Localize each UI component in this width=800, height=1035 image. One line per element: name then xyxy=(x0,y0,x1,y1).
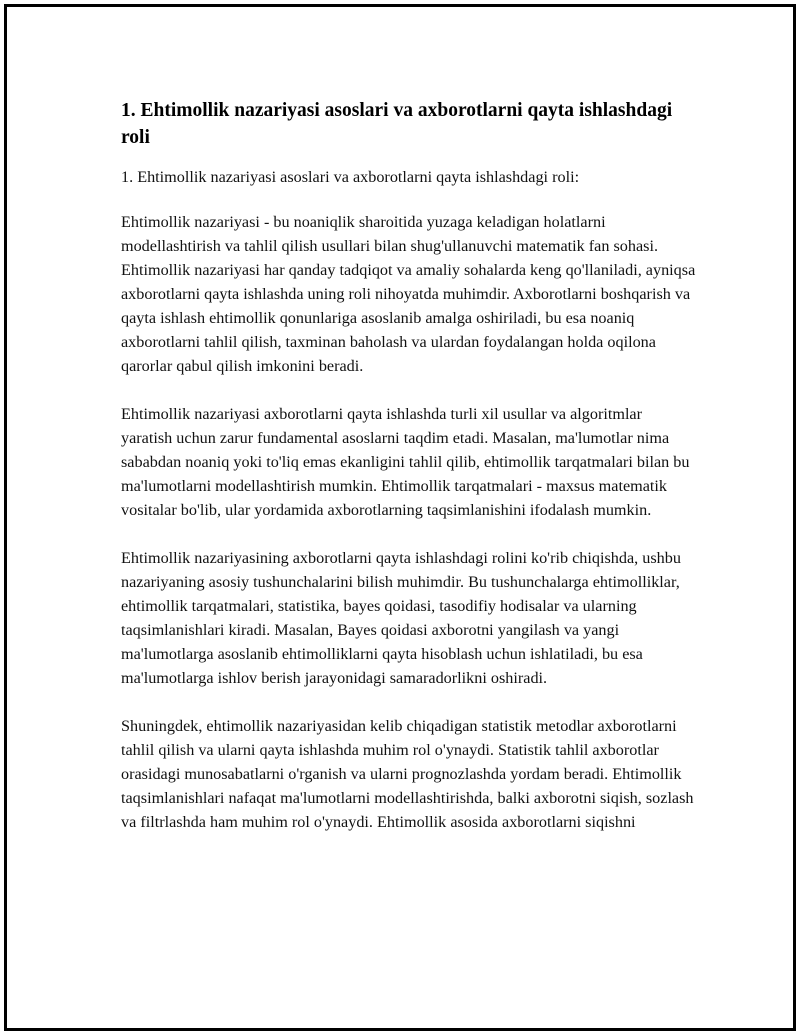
paragraph-2: Ehtimollik nazariyasi axborotlarni qayta ishlashda turli xil usullar va algoritmlar yaratish uchun zarur fundamental asoslarni taqdim etadi. Masalan, ma'lumotlar nima sababdan noaniq yoki to'liq emas ekanligini tahlil qilib, ehtimollik tarqatmalari bilan bu ma'lumotlarni modellashtirish mumkin. Ehtimollik tarqatmalari - maxsus matematik vositalar bo'lib, ular yordamida axborotlarning taqsimlanishini ifodalash mumkin. xyxy=(121,405,690,519)
intro-line: 1. Ehtimollik nazariyasi asoslari va axborotlarni qayta ishlashdagi roli: xyxy=(121,168,580,186)
paragraph-1: Ehtimollik nazariyasi - bu noaniqlik sharoitida yuzaga keladigan holatlarni modellashtirish va tahlil qilish usullari bilan shug'ullanuvchi matematik fan sohasi. Ehtimollik nazariyasi har qanday tadqiqot va amaliy sohalarda keng qo'llaniladi, ayniqsa axborotlarni qayta ishlashda uning roli nihoyatda muhimdir. Axborotlarni boshqarish va qayta ishlash ehtimollik qonunlariga asoslanib amalga oshiriladi, bu esa noaniq axborotlarni tahlil qilish, taxminan baholash va ulardan foydalangan holda oqilona qarorlar qabul qilish imkonini beradi. xyxy=(121,213,696,375)
paragraph-3: Ehtimollik nazariyasining axborotlarni qayta ishlashdagi rolini ko'rib chiqishda, ushbu nazariyaning asosiy tushunchalarini bilish muhimdir. Bu tushunchalarga ehtimolliklar, ehtimollik tarqatmalari, statistika, bayes qoidasi, tasodifiy hodisalar va ularning taqsimlanishlari kiradi. Masalan, Bayes qoidasi axborotni yangilash va yangi ma'lumotlarga asoslanib ehtimolliklarni qayta hisoblash uchun ishlatiladi, bu esa ma'lumotlarga ishlov berish jarayonidagi samaradorlikni oshiradi. xyxy=(121,549,681,687)
page-frame xyxy=(4,4,796,1031)
document-body xyxy=(121,97,697,834)
section-heading: 1. Ehtimollik nazariyasi asoslari va axborotlarni qayta ishlashdagi roli xyxy=(121,100,673,148)
paragraph-4: Shuningdek, ehtimollik nazariyasidan kelib chiqadigan statistik metodlar axborotlarni tahlil qilish va ularni qayta ishlashda muhim rol o'ynaydi. Statistik tahlil axborotlar orasidagi munosabatlarni o'rganish va ularni prognozlashda yordam beradi. Ehtimollik taqsimlanishlari nafaqat ma'lumotlarni modellashtirishda, balki axborotni siqish, sozlash va filtrlashda ham muhim rol o'ynaydi. Ehtimollik asosida axborotlarni siqishni xyxy=(121,717,694,831)
